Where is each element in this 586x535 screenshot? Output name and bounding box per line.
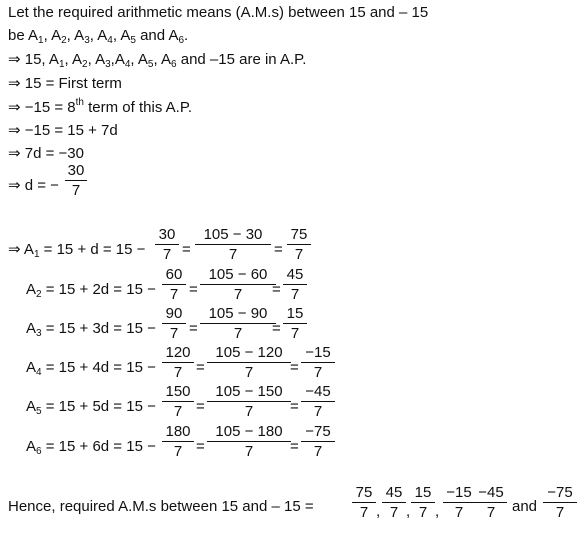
intro-line-3: ⇒ 15, $A_1$, $A_2$, $A_3,A_4$, $A_5$, $A_6$ and –15 are in A.P. xyxy=(8,51,307,70)
answer-fraction-2 xyxy=(382,484,406,521)
mean-row-1-lhs xyxy=(8,241,145,259)
bar xyxy=(283,284,307,285)
bar xyxy=(200,323,276,324)
bar xyxy=(352,502,376,503)
den: 7 xyxy=(486,504,496,521)
mean-expr: = 15 + 3d = 15 − xyxy=(41,320,156,337)
den: 7 xyxy=(244,403,254,420)
bar xyxy=(162,441,194,442)
line2-and: and A xyxy=(135,27,179,44)
bar xyxy=(207,441,291,442)
den: 7 xyxy=(173,403,183,420)
mean-sub: 2 xyxy=(36,289,42,300)
mean-label: A xyxy=(26,398,37,415)
answer-fraction-5 xyxy=(475,484,507,521)
equals: = xyxy=(196,398,205,415)
den: 7 xyxy=(228,246,238,263)
d-fraction xyxy=(65,162,87,199)
num: 105 − 120 xyxy=(215,344,283,361)
d-bar xyxy=(65,180,87,181)
fraction xyxy=(162,305,186,342)
num: −75 xyxy=(305,423,331,440)
fraction xyxy=(301,383,335,420)
equals: = xyxy=(290,398,299,415)
num: 60 xyxy=(165,266,183,283)
bar xyxy=(287,244,311,245)
den: 7 xyxy=(290,325,300,342)
num: 15 xyxy=(414,484,432,501)
mean-expr: = 15 + 5d = 15 − xyxy=(41,398,156,415)
equals: = xyxy=(189,320,198,337)
den: 7 xyxy=(555,504,565,521)
answer-fraction-6 xyxy=(543,484,577,521)
arrow: ⇒ xyxy=(8,241,24,258)
equals: = xyxy=(290,438,299,455)
bar xyxy=(543,502,577,503)
bar xyxy=(162,401,194,402)
mean-label: A xyxy=(26,281,37,298)
sub-2: 2 xyxy=(61,35,67,46)
bar xyxy=(301,441,335,442)
den: 7 xyxy=(313,443,323,460)
intro-line-5 xyxy=(8,99,192,117)
fraction xyxy=(155,226,179,263)
sub-1b: 1 xyxy=(58,59,65,70)
intro-line-6: ⇒ −15 = 15 + 7d xyxy=(8,122,118,139)
mean-row-6-lhs xyxy=(26,438,156,456)
mean-sub: 5 xyxy=(36,406,42,417)
fraction xyxy=(207,344,291,381)
fraction xyxy=(200,266,276,303)
d-num: 30 xyxy=(67,162,85,179)
comma: , xyxy=(435,503,440,520)
mean-row-4-lhs xyxy=(26,359,156,377)
num: −45 xyxy=(478,484,504,501)
and-word: and xyxy=(512,498,538,515)
sub-3: 3 xyxy=(84,35,90,46)
num: 120 xyxy=(165,344,191,361)
den: 7 xyxy=(244,364,254,381)
answer-fraction-3 xyxy=(411,484,435,521)
fraction xyxy=(301,423,335,460)
intro-line-2: be $A_1$, $A_2$, $A_3$, $A_4$, $A_5$ and $A_6$. xyxy=(8,27,189,46)
line5-suffix: term of this A.P. xyxy=(83,99,193,116)
den: 7 xyxy=(173,364,183,381)
sub-6: 6 xyxy=(178,35,185,46)
bar xyxy=(162,284,186,285)
bar xyxy=(475,502,507,503)
bar xyxy=(200,284,276,285)
num: 150 xyxy=(165,383,191,400)
bar xyxy=(301,401,335,402)
line2-end: . xyxy=(184,27,189,44)
mean-row-3-lhs xyxy=(26,320,156,338)
answer-fraction-4 xyxy=(443,484,475,521)
den: 7 xyxy=(169,286,179,303)
fraction xyxy=(283,266,307,303)
bar xyxy=(283,323,307,324)
sub-4b: 4 xyxy=(124,59,131,70)
num: 105 − 60 xyxy=(208,266,268,283)
equals: = xyxy=(274,241,283,258)
line3-suffix: and –15 are in A.P. xyxy=(176,51,307,68)
bar xyxy=(207,401,291,402)
mean-sub: 6 xyxy=(36,446,42,457)
num: 15 xyxy=(286,305,304,322)
den: 7 xyxy=(454,504,464,521)
num: 105 − 150 xyxy=(215,383,283,400)
fraction xyxy=(162,423,194,460)
num: 105 − 30 xyxy=(203,226,263,243)
den: 7 xyxy=(294,246,304,263)
mean-expr: = 15 + 4d = 15 − xyxy=(41,359,156,376)
mean-expr: = 15 + d = 15 − xyxy=(39,241,146,258)
bar xyxy=(162,323,186,324)
comma: , xyxy=(406,503,411,520)
den: 7 xyxy=(359,504,369,521)
num: 75 xyxy=(290,226,308,243)
equals: = xyxy=(189,281,198,298)
mean-label: A xyxy=(26,320,37,337)
den: 7 xyxy=(244,443,254,460)
line3-prefix: ⇒ 15, A xyxy=(8,51,59,68)
mean-expr: = 15 + 2d = 15 − xyxy=(41,281,156,298)
mean-label: A xyxy=(26,359,37,376)
intro-line-8: ⇒ d = − xyxy=(8,177,59,194)
num: 45 xyxy=(385,484,403,501)
bar xyxy=(162,362,194,363)
den: 7 xyxy=(313,403,323,420)
bar xyxy=(207,362,291,363)
bar xyxy=(382,502,406,503)
line5-prefix: ⇒ −15 = 8 xyxy=(8,99,76,116)
num: −15 xyxy=(446,484,472,501)
equals: = xyxy=(196,438,205,455)
den: 7 xyxy=(233,325,243,342)
comma: , xyxy=(376,503,381,520)
intro-line-1: Let the required arithmetic means (A.M.s) between 15 and – 15 xyxy=(8,4,429,21)
sub-1: 1 xyxy=(38,35,44,46)
equals: = xyxy=(272,281,281,298)
mean-sub: 3 xyxy=(36,328,42,339)
num: 75 xyxy=(355,484,373,501)
d-den: 7 xyxy=(71,182,81,199)
sub-6b: 6 xyxy=(171,59,177,70)
equals: = xyxy=(182,241,191,258)
fraction xyxy=(301,344,335,381)
fraction xyxy=(195,226,271,263)
equals: = xyxy=(272,320,281,337)
bar xyxy=(301,362,335,363)
fraction xyxy=(207,423,291,460)
num: 30 xyxy=(158,226,176,243)
fraction xyxy=(200,305,276,342)
sub-3b: 3 xyxy=(105,59,111,70)
sub-5b: 5 xyxy=(147,59,154,70)
sub-2b: 2 xyxy=(82,59,88,70)
num: 180 xyxy=(165,423,191,440)
mean-label: A xyxy=(26,438,37,455)
equals: = xyxy=(196,359,205,376)
mean-sub: 4 xyxy=(36,367,42,378)
den: 7 xyxy=(313,364,323,381)
den: 7 xyxy=(162,246,172,263)
intro-line-4: ⇒ 15 = First term xyxy=(8,75,122,92)
den: 7 xyxy=(290,286,300,303)
bar xyxy=(195,244,271,245)
mean-row-5-lhs xyxy=(26,398,156,416)
num: −15 xyxy=(305,344,331,361)
fraction xyxy=(162,266,186,303)
num: −75 xyxy=(547,484,573,501)
den: 7 xyxy=(173,443,183,460)
mean-row-2-lhs xyxy=(26,281,156,299)
line2-prefix: be A xyxy=(8,27,39,44)
conclusion-text: Hence, required A.M.s between 15 and – 15 = xyxy=(8,498,314,515)
fraction xyxy=(207,383,291,420)
den: 7 xyxy=(169,325,179,342)
answer-fraction-1 xyxy=(352,484,376,521)
bar xyxy=(411,502,435,503)
num: −45 xyxy=(305,383,331,400)
den: 7 xyxy=(418,504,428,521)
num: 105 − 180 xyxy=(215,423,283,440)
num: 105 − 90 xyxy=(208,305,268,322)
intro-line-7: ⇒ 7d = −30 xyxy=(8,145,84,162)
sub-4: 4 xyxy=(107,35,113,46)
equals: = xyxy=(290,359,299,376)
num: 45 xyxy=(286,266,304,283)
mean-label: A xyxy=(23,241,34,258)
num: 90 xyxy=(165,305,183,322)
sub-5: 5 xyxy=(130,35,136,46)
fraction xyxy=(283,305,307,342)
line5-sup: th xyxy=(75,97,84,108)
fraction xyxy=(162,383,194,420)
den: 7 xyxy=(233,286,243,303)
den: 7 xyxy=(389,504,399,521)
mean-sub: 1 xyxy=(33,249,40,260)
mean-expr: = 15 + 6d = 15 − xyxy=(41,438,156,455)
fraction xyxy=(162,344,194,381)
fraction xyxy=(287,226,311,263)
bar xyxy=(155,244,179,245)
bar xyxy=(443,502,475,503)
